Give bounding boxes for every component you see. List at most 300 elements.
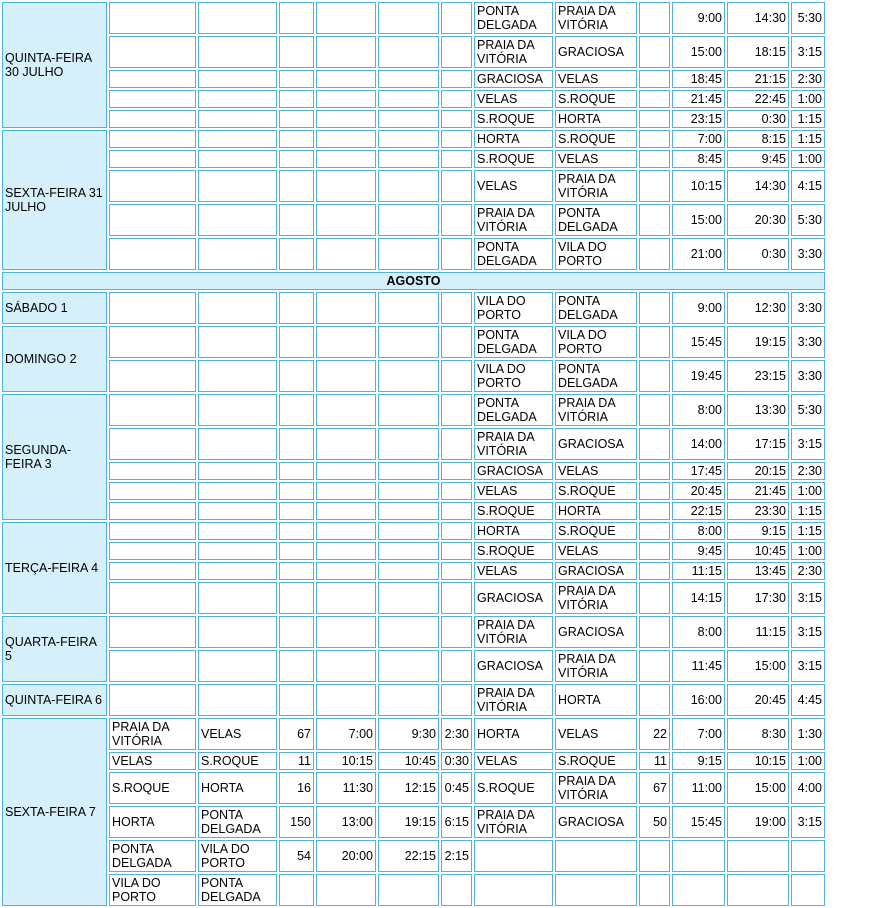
leg-b-from-cell: S.ROQUE [474, 542, 553, 560]
day-cell: TERÇA-FEIRA 4 [2, 522, 107, 614]
leg-b-from-cell: PRAIA DA VITÓRIA [474, 684, 553, 716]
leg-b-from-cell: VELAS [474, 170, 553, 202]
leg-a-to-cell [198, 562, 277, 580]
leg-a-arrival-cell [378, 292, 439, 324]
leg-a-from-cell [109, 170, 196, 202]
leg-b-arrival-cell: 21:45 [727, 482, 789, 500]
leg-b-to-cell: PRAIA DA VITÓRIA [555, 772, 637, 804]
leg-b-from-cell: PONTA DELGADA [474, 2, 553, 34]
leg-a-departure-cell [316, 482, 376, 500]
leg-a-distance-cell [279, 110, 314, 128]
leg-b-duration-cell: 1:15 [791, 522, 825, 540]
leg-a-to-cell [198, 428, 277, 460]
leg-a-departure-cell [316, 394, 376, 426]
leg-b-to-cell [555, 874, 637, 906]
leg-a-duration-cell [441, 502, 472, 520]
leg-a-arrival-cell [378, 482, 439, 500]
leg-b-departure-cell: 16:00 [672, 684, 725, 716]
leg-b-to-cell: VELAS [555, 542, 637, 560]
table-row [2, 150, 825, 168]
leg-a-to-cell [198, 238, 277, 270]
leg-b-arrival-cell: 14:30 [727, 2, 789, 34]
leg-a-to-cell [198, 150, 277, 168]
leg-b-from-cell: PONTA DELGADA [474, 238, 553, 270]
leg-a-distance-cell [279, 616, 314, 648]
leg-b-departure-cell: 15:00 [672, 36, 725, 68]
leg-a-arrival-cell [378, 650, 439, 682]
leg-b-arrival-cell: 0:30 [727, 110, 789, 128]
table-row [2, 292, 825, 324]
leg-b-from-cell: PRAIA DA VITÓRIA [474, 428, 553, 460]
leg-a-arrival-cell [378, 90, 439, 108]
leg-a-from-cell [109, 650, 196, 682]
leg-a-duration-cell [441, 360, 472, 392]
leg-a-departure-cell: 20:00 [316, 840, 376, 872]
leg-b-departure-cell: 21:00 [672, 238, 725, 270]
leg-a-departure-cell [316, 204, 376, 236]
leg-b-from-cell: HORTA [474, 718, 553, 750]
leg-b-duration-cell: 2:30 [791, 562, 825, 580]
leg-b-distance-cell [639, 462, 670, 480]
leg-b-departure-cell: 8:45 [672, 150, 725, 168]
table-row [2, 582, 825, 614]
leg-b-to-cell: VELAS [555, 70, 637, 88]
table-row [2, 360, 825, 392]
leg-a-distance-cell [279, 130, 314, 148]
day-cell: SÁBADO 1 [2, 292, 107, 324]
leg-b-distance-cell [639, 542, 670, 560]
leg-a-duration-cell [441, 326, 472, 358]
leg-b-distance-cell [639, 482, 670, 500]
leg-a-arrival-cell [378, 150, 439, 168]
leg-a-distance-cell [279, 684, 314, 716]
leg-b-arrival-cell: 9:45 [727, 150, 789, 168]
leg-a-arrival-cell [378, 522, 439, 540]
leg-a-duration-cell [441, 462, 472, 480]
leg-b-from-cell [474, 840, 553, 872]
leg-a-from-cell [109, 562, 196, 580]
leg-a-departure-cell: 11:30 [316, 772, 376, 804]
leg-b-duration-cell: 1:15 [791, 130, 825, 148]
leg-a-to-cell [198, 326, 277, 358]
leg-a-departure-cell [316, 170, 376, 202]
leg-a-from-cell: S.ROQUE [109, 772, 196, 804]
leg-a-departure-cell [316, 150, 376, 168]
leg-a-duration-cell [441, 70, 472, 88]
leg-b-departure-cell: 22:15 [672, 502, 725, 520]
leg-b-arrival-cell: 19:15 [727, 326, 789, 358]
leg-b-duration-cell: 3:15 [791, 582, 825, 614]
leg-a-to-cell [198, 90, 277, 108]
leg-b-to-cell: PONTA DELGADA [555, 204, 637, 236]
leg-a-departure-cell [316, 90, 376, 108]
leg-a-to-cell [198, 482, 277, 500]
leg-a-duration-cell [441, 684, 472, 716]
leg-a-departure-cell [316, 326, 376, 358]
leg-a-departure-cell [316, 616, 376, 648]
day-cell: QUARTA-FEIRA 5 [2, 616, 107, 682]
leg-a-departure-cell [316, 36, 376, 68]
leg-b-to-cell: PRAIA DA VITÓRIA [555, 582, 637, 614]
leg-b-distance-cell [639, 616, 670, 648]
leg-b-to-cell: GRACIOSA [555, 616, 637, 648]
leg-b-distance-cell [639, 522, 670, 540]
leg-b-duration-cell: 5:30 [791, 204, 825, 236]
leg-b-from-cell: VILA DO PORTO [474, 292, 553, 324]
leg-a-to-cell [198, 360, 277, 392]
leg-a-duration-cell [441, 562, 472, 580]
leg-b-departure-cell: 15:00 [672, 204, 725, 236]
leg-b-from-cell: VELAS [474, 562, 553, 580]
leg-b-departure-cell: 23:15 [672, 110, 725, 128]
leg-b-departure-cell [672, 840, 725, 872]
leg-a-arrival-cell [378, 170, 439, 202]
leg-a-to-cell: PONTA DELGADA [198, 806, 277, 838]
leg-b-distance-cell [639, 110, 670, 128]
table-row [2, 650, 825, 682]
leg-b-arrival-cell: 20:45 [727, 684, 789, 716]
day-cell: DOMINGO 2 [2, 326, 107, 392]
leg-a-departure-cell [316, 70, 376, 88]
leg-a-distance-cell [279, 238, 314, 270]
leg-b-departure-cell: 19:45 [672, 360, 725, 392]
leg-a-from-cell: PRAIA DA VITÓRIA [109, 718, 196, 750]
leg-a-departure-cell [316, 110, 376, 128]
table-row [2, 110, 825, 128]
leg-a-duration-cell [441, 150, 472, 168]
leg-a-to-cell [198, 502, 277, 520]
leg-b-duration-cell: 3:15 [791, 616, 825, 648]
month-row [2, 272, 825, 290]
leg-b-distance-cell [639, 204, 670, 236]
leg-b-to-cell: S.ROQUE [555, 130, 637, 148]
leg-b-from-cell: VILA DO PORTO [474, 360, 553, 392]
leg-a-from-cell: PONTA DELGADA [109, 840, 196, 872]
leg-b-from-cell: GRACIOSA [474, 582, 553, 614]
leg-a-arrival-cell [378, 360, 439, 392]
leg-a-arrival-cell [378, 326, 439, 358]
leg-a-departure-cell: 10:15 [316, 752, 376, 770]
table-row [2, 772, 825, 804]
leg-a-arrival-cell [378, 2, 439, 34]
leg-a-departure-cell [316, 650, 376, 682]
leg-a-departure-cell [316, 502, 376, 520]
leg-a-distance-cell [279, 292, 314, 324]
leg-b-from-cell [474, 874, 553, 906]
leg-b-distance-cell [639, 562, 670, 580]
leg-a-departure-cell [316, 2, 376, 34]
table-row [2, 752, 825, 770]
leg-b-to-cell: PRAIA DA VITÓRIA [555, 394, 637, 426]
leg-a-duration-cell [441, 394, 472, 426]
leg-b-from-cell: VELAS [474, 752, 553, 770]
leg-b-from-cell: VELAS [474, 90, 553, 108]
leg-b-arrival-cell: 11:15 [727, 616, 789, 648]
leg-b-distance-cell [639, 170, 670, 202]
table-row [2, 238, 825, 270]
leg-a-arrival-cell [378, 36, 439, 68]
leg-a-arrival-cell [378, 582, 439, 614]
leg-a-duration-cell [441, 170, 472, 202]
day-cell: SEGUNDA-FEIRA 3 [2, 394, 107, 520]
leg-b-departure-cell: 9:15 [672, 752, 725, 770]
leg-a-duration-cell: 0:45 [441, 772, 472, 804]
leg-a-arrival-cell: 10:45 [378, 752, 439, 770]
leg-a-from-cell [109, 238, 196, 270]
leg-a-from-cell [109, 90, 196, 108]
leg-b-from-cell: PRAIA DA VITÓRIA [474, 204, 553, 236]
leg-a-departure-cell [316, 292, 376, 324]
day-cell: SEXTA-FEIRA 31 JULHO [2, 130, 107, 270]
leg-b-to-cell: S.ROQUE [555, 90, 637, 108]
table-row [2, 428, 825, 460]
table-row [2, 326, 825, 358]
leg-b-arrival-cell [727, 874, 789, 906]
leg-a-duration-cell: 2:30 [441, 718, 472, 750]
table-row [2, 684, 825, 716]
leg-a-arrival-cell [378, 110, 439, 128]
leg-b-duration-cell: 3:15 [791, 36, 825, 68]
table-row [2, 170, 825, 202]
leg-a-to-cell: PONTA DELGADA [198, 874, 277, 906]
table-row [2, 542, 825, 560]
table-row [2, 462, 825, 480]
table-row [2, 70, 825, 88]
leg-b-duration-cell: 3:30 [791, 292, 825, 324]
leg-a-to-cell [198, 616, 277, 648]
leg-a-duration-cell [441, 292, 472, 324]
leg-b-departure-cell: 11:15 [672, 562, 725, 580]
leg-a-from-cell [109, 204, 196, 236]
leg-b-distance-cell [639, 582, 670, 614]
leg-a-from-cell: VELAS [109, 752, 196, 770]
leg-a-from-cell [109, 130, 196, 148]
leg-a-to-cell [198, 650, 277, 682]
leg-a-to-cell [198, 204, 277, 236]
leg-b-from-cell: GRACIOSA [474, 462, 553, 480]
leg-b-duration-cell: 1:15 [791, 502, 825, 520]
leg-b-arrival-cell: 23:15 [727, 360, 789, 392]
leg-a-from-cell: HORTA [109, 806, 196, 838]
table-row [2, 840, 825, 872]
leg-a-distance-cell [279, 582, 314, 614]
leg-a-to-cell [198, 110, 277, 128]
leg-b-arrival-cell: 22:45 [727, 90, 789, 108]
leg-a-distance-cell [279, 650, 314, 682]
leg-b-from-cell: HORTA [474, 130, 553, 148]
leg-b-arrival-cell: 13:30 [727, 394, 789, 426]
leg-b-departure-cell: 9:00 [672, 2, 725, 34]
leg-b-arrival-cell: 8:30 [727, 718, 789, 750]
leg-b-departure-cell: 11:45 [672, 650, 725, 682]
leg-b-arrival-cell: 9:15 [727, 522, 789, 540]
table-row [2, 806, 825, 838]
leg-b-departure-cell: 18:45 [672, 70, 725, 88]
leg-b-to-cell: VELAS [555, 718, 637, 750]
leg-b-to-cell: GRACIOSA [555, 562, 637, 580]
leg-a-from-cell [109, 2, 196, 34]
leg-b-to-cell: GRACIOSA [555, 806, 637, 838]
leg-b-distance-cell [639, 684, 670, 716]
leg-a-from-cell [109, 360, 196, 392]
table-row [2, 2, 825, 34]
leg-b-duration-cell: 3:15 [791, 650, 825, 682]
leg-b-distance-cell [639, 150, 670, 168]
leg-a-distance-cell: 11 [279, 752, 314, 770]
leg-a-from-cell [109, 70, 196, 88]
table-row [2, 522, 825, 540]
day-cell: QUINTA-FEIRA 30 JULHO [2, 2, 107, 128]
leg-a-to-cell: VELAS [198, 718, 277, 750]
leg-b-to-cell: VELAS [555, 462, 637, 480]
leg-a-departure-cell [316, 582, 376, 614]
leg-a-from-cell [109, 326, 196, 358]
leg-a-from-cell [109, 582, 196, 614]
table-row [2, 204, 825, 236]
leg-a-distance-cell [279, 170, 314, 202]
leg-b-to-cell: PONTA DELGADA [555, 360, 637, 392]
leg-b-from-cell: GRACIOSA [474, 70, 553, 88]
leg-a-to-cell: VILA DO PORTO [198, 840, 277, 872]
leg-b-departure-cell: 15:45 [672, 806, 725, 838]
leg-b-from-cell: PRAIA DA VITÓRIA [474, 36, 553, 68]
leg-b-to-cell: GRACIOSA [555, 428, 637, 460]
leg-a-duration-cell [441, 130, 472, 148]
leg-b-to-cell: S.ROQUE [555, 752, 637, 770]
leg-b-to-cell: PRAIA DA VITÓRIA [555, 170, 637, 202]
leg-a-arrival-cell [378, 394, 439, 426]
leg-b-arrival-cell: 20:30 [727, 204, 789, 236]
leg-a-distance-cell [279, 562, 314, 580]
leg-a-departure-cell [316, 542, 376, 560]
leg-b-distance-cell: 50 [639, 806, 670, 838]
leg-b-to-cell: PONTA DELGADA [555, 292, 637, 324]
leg-b-duration-cell: 5:30 [791, 2, 825, 34]
leg-a-arrival-cell [378, 70, 439, 88]
table-row [2, 36, 825, 68]
leg-b-departure-cell: 8:00 [672, 394, 725, 426]
leg-a-from-cell [109, 150, 196, 168]
leg-a-departure-cell: 7:00 [316, 718, 376, 750]
table-row [2, 616, 825, 648]
leg-a-to-cell [198, 70, 277, 88]
leg-a-duration-cell [441, 204, 472, 236]
leg-b-from-cell: PONTA DELGADA [474, 394, 553, 426]
leg-a-from-cell [109, 522, 196, 540]
leg-b-to-cell: GRACIOSA [555, 36, 637, 68]
leg-a-distance-cell: 16 [279, 772, 314, 804]
leg-b-departure-cell [672, 874, 725, 906]
leg-a-distance-cell [279, 428, 314, 460]
leg-b-departure-cell: 7:00 [672, 130, 725, 148]
leg-b-arrival-cell: 13:45 [727, 562, 789, 580]
leg-a-distance-cell [279, 70, 314, 88]
leg-b-distance-cell [639, 394, 670, 426]
leg-a-to-cell [198, 394, 277, 426]
leg-b-from-cell: PRAIA DA VITÓRIA [474, 806, 553, 838]
leg-b-arrival-cell: 14:30 [727, 170, 789, 202]
leg-b-arrival-cell: 20:15 [727, 462, 789, 480]
leg-b-departure-cell: 8:00 [672, 616, 725, 648]
leg-b-to-cell: S.ROQUE [555, 482, 637, 500]
leg-b-arrival-cell: 0:30 [727, 238, 789, 270]
leg-a-from-cell [109, 502, 196, 520]
leg-b-to-cell: S.ROQUE [555, 522, 637, 540]
leg-b-from-cell: S.ROQUE [474, 150, 553, 168]
leg-a-distance-cell: 67 [279, 718, 314, 750]
leg-a-to-cell [198, 522, 277, 540]
leg-b-from-cell: PONTA DELGADA [474, 326, 553, 358]
leg-b-distance-cell [639, 360, 670, 392]
leg-b-distance-cell [639, 428, 670, 460]
leg-a-distance-cell [279, 394, 314, 426]
leg-a-duration-cell [441, 616, 472, 648]
leg-a-to-cell [198, 130, 277, 148]
leg-b-duration-cell [791, 840, 825, 872]
leg-b-to-cell: PRAIA DA VITÓRIA [555, 2, 637, 34]
leg-b-duration-cell: 4:15 [791, 170, 825, 202]
leg-a-from-cell [109, 428, 196, 460]
leg-a-from-cell [109, 684, 196, 716]
leg-a-to-cell [198, 542, 277, 560]
leg-a-arrival-cell [378, 562, 439, 580]
leg-b-departure-cell: 8:00 [672, 522, 725, 540]
leg-b-departure-cell: 15:45 [672, 326, 725, 358]
leg-b-departure-cell: 21:45 [672, 90, 725, 108]
leg-a-from-cell: VILA DO PORTO [109, 874, 196, 906]
leg-a-distance-cell [279, 502, 314, 520]
leg-b-departure-cell: 10:15 [672, 170, 725, 202]
leg-a-from-cell [109, 394, 196, 426]
leg-a-from-cell [109, 482, 196, 500]
leg-a-arrival-cell [378, 428, 439, 460]
table-row [2, 718, 825, 750]
leg-a-distance-cell [279, 150, 314, 168]
leg-b-from-cell: HORTA [474, 522, 553, 540]
leg-b-departure-cell: 17:45 [672, 462, 725, 480]
leg-a-departure-cell: 13:00 [316, 806, 376, 838]
leg-b-to-cell: VILA DO PORTO [555, 238, 637, 270]
leg-a-from-cell [109, 462, 196, 480]
leg-b-to-cell: VELAS [555, 150, 637, 168]
leg-b-distance-cell [639, 90, 670, 108]
leg-a-to-cell: HORTA [198, 772, 277, 804]
day-cell: QUINTA-FEIRA 6 [2, 684, 107, 716]
leg-a-duration-cell [441, 428, 472, 460]
leg-a-duration-cell [441, 650, 472, 682]
leg-b-duration-cell: 3:30 [791, 238, 825, 270]
table-row [2, 874, 825, 906]
leg-b-distance-cell [639, 650, 670, 682]
leg-b-from-cell: VELAS [474, 482, 553, 500]
leg-b-duration-cell: 5:30 [791, 394, 825, 426]
leg-b-duration-cell [791, 874, 825, 906]
leg-a-distance-cell: 150 [279, 806, 314, 838]
leg-b-departure-cell: 11:00 [672, 772, 725, 804]
leg-a-distance-cell [279, 90, 314, 108]
leg-a-distance-cell [279, 360, 314, 392]
leg-a-to-cell [198, 36, 277, 68]
leg-b-duration-cell: 1:15 [791, 110, 825, 128]
leg-b-duration-cell: 2:30 [791, 70, 825, 88]
leg-a-duration-cell [441, 2, 472, 34]
leg-a-distance-cell [279, 522, 314, 540]
leg-a-to-cell [198, 684, 277, 716]
leg-b-departure-cell: 7:00 [672, 718, 725, 750]
leg-b-from-cell: S.ROQUE [474, 110, 553, 128]
leg-b-distance-cell [639, 70, 670, 88]
leg-a-duration-cell: 6:15 [441, 806, 472, 838]
